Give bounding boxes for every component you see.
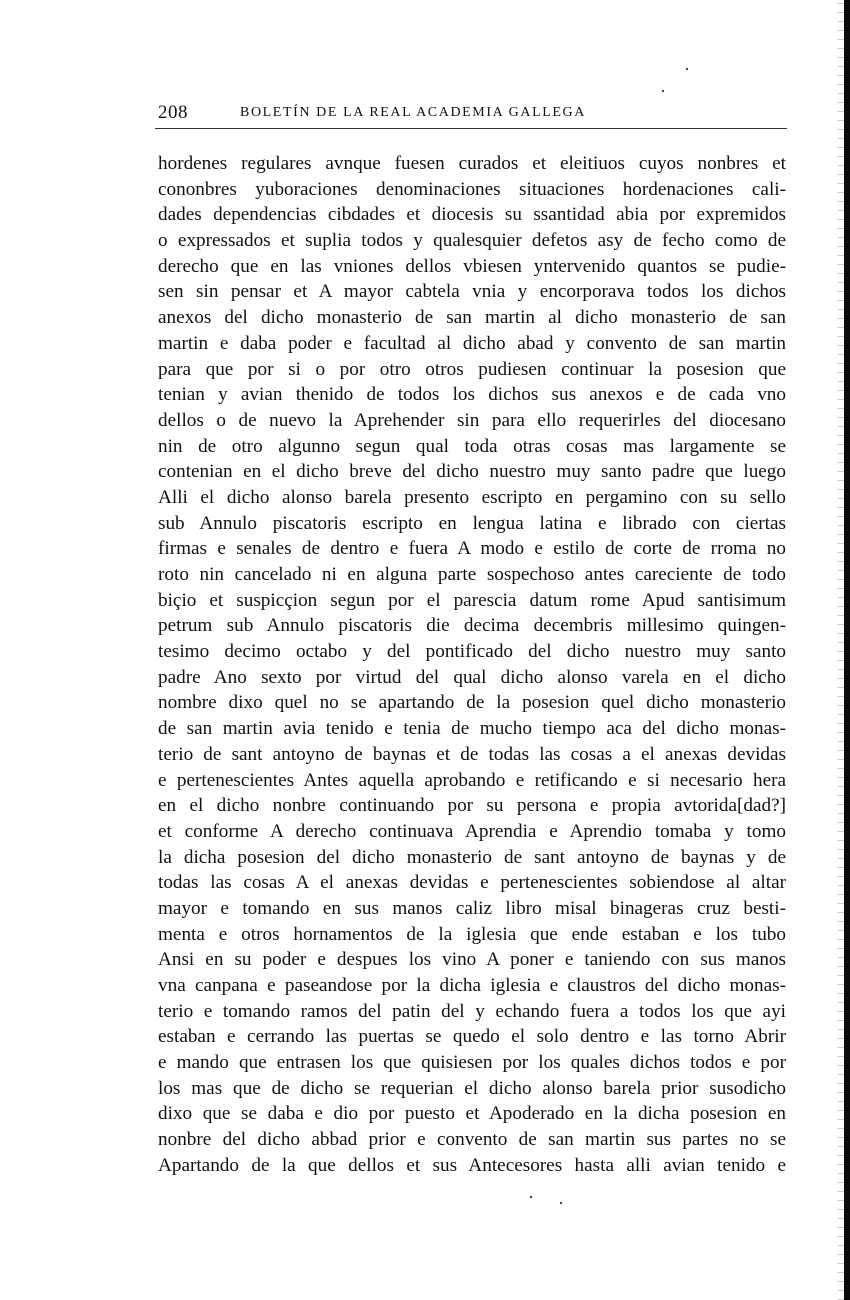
text-line: Ansi en su poder e despues los vino A poner e taniendo con sus manos [158, 949, 786, 971]
text-line: vna canpana e paseandose por la dicha iglesia e claustros del dicho monas- [158, 975, 786, 996]
text-line: cononbres yuboraciones denominaciones situaciones hordenaciones cali- [158, 178, 786, 200]
journal-title: BOLETÍN DE LA REAL ACADEMIA GALLEGA [240, 105, 586, 120]
text-line: mayor e tomando en sus manos caliz libro misal binageras cruz besti- [158, 897, 786, 919]
text-line: derecho que en las vniones dellos vbiesen yntervenido quantos se pudie- [158, 255, 786, 277]
scan-edge-border [844, 0, 850, 1300]
text-line: contenian en el dicho breve del dicho nuestro muy santo padre que luego [158, 461, 786, 483]
text-line: sen sin pensar et A mayor cabtela vnia y encorporava todos los dichos [158, 281, 786, 303]
text-line: nin de otro algunno segun qual toda otras cosas mas largamente se [158, 435, 786, 457]
body-text [158, 151, 786, 1179]
text-line: hordenes regulares avnque fuesen curados et eleitiuos cuyos nonbres et [158, 153, 786, 174]
text-line: todas las cosas A el anexas devidas e pertenescientes sobiendose al altar [158, 872, 786, 894]
text-line: martin e daba poder e facultad al dicho abad y convento de san martin [158, 332, 786, 354]
text-line: menta e otros hornamentos de la iglesia que ende estaban e los tubo [158, 923, 786, 945]
scan-speck [662, 90, 664, 92]
text-line: para que por si o por otro otros pudiesen continuar la posesion que [158, 358, 786, 380]
text-line: e pertenescientes Antes aquella aprobando e retificando e si necesario hera [158, 769, 786, 791]
text-line: nonbre del dicho abbad prior e convento de san martin sus partes no se [158, 1129, 786, 1151]
text-line: en el dicho nonbre continuando por su persona e propia avtorida[dad?] [158, 795, 786, 817]
text-line: dades dependencias cibdades et diocesis su ssantidad abia por expremidos [158, 204, 786, 226]
text-line: et conforme A derecho continuava Aprendia e Aprendio tomaba y tomo [158, 820, 786, 842]
text-line: o expressados et suplia todos y qualesquier defetos asy de fecho como de [158, 230, 786, 252]
text-line: firmas e senales de dentro e fuera A modo e estilo de corte de rroma no [158, 538, 786, 560]
text-line: sub Annulo piscatoris escripto en lengua latina e librado con ciertas [158, 512, 786, 534]
text-line: nombre dixo quel no se apartando de la posesion quel dicho monasterio [158, 692, 786, 714]
text-line: dixo que se daba e dio por puesto et Apoderado en la dicha posesion en [158, 1103, 786, 1125]
text-line: tesimo decimo octabo y del pontificado del dicho nuestro muy santo [158, 641, 786, 663]
text-line: terio e tomando ramos del patin del y echando fuera a todos los que ayi [158, 1000, 786, 1022]
text-line: estaban e cerrando las puertas se quedo el solo dentro e las torno Abrir [158, 1026, 786, 1048]
text-line: Alli el dicho alonso barela presento escripto en pergamino con su sello [158, 486, 786, 508]
text-line: dellos o de nuevo la Aprehender sin para ello requerirles del diocesano [158, 409, 786, 431]
page-number: 208 [158, 102, 188, 123]
text-line: biçio et suspicçion segun por el parescia datum rome Apud santisimum [158, 589, 786, 611]
text-line: los mas que de dicho se requerian el dicho alonso barela prior susodicho [158, 1077, 786, 1099]
text-line: petrum sub Annulo piscatoris die decima decembris millesimo quingen- [158, 615, 786, 637]
text-line: padre Ano sexto por virtud del qual dicho alonso varela en el dicho [158, 666, 786, 688]
text-line: de san martin avia tenido e tenia de mucho tiempo aca del dicho monas- [158, 718, 786, 740]
text-line: terio de sant antoyno de baynas et de todas las cosas a el anexas devidas [158, 743, 786, 765]
text-line: la dicha posesion del dicho monasterio de sant antoyno de baynas y de [158, 846, 786, 868]
scan-speck [530, 1196, 532, 1198]
scan-speck [686, 68, 688, 70]
text-line: anexos del dicho monasterio de san martin al dicho monasterio de san [158, 307, 786, 329]
running-head [158, 100, 786, 126]
scan-speck [560, 1202, 562, 1204]
text-line: e mando que entrasen los que quisiesen por los quales dichos todos e por [158, 1052, 786, 1074]
text-line: tenian y avian thenido de todos los dichos sus anexos e de cada vno [158, 384, 786, 406]
text-line: roto nin cancelado ni en alguna parte sospechoso antes careciente de todo [158, 564, 786, 585]
header-rule [155, 128, 787, 129]
text-line: Apartando de la que dellos et sus Antecesores hasta alli avian tenido e [158, 1154, 786, 1176]
